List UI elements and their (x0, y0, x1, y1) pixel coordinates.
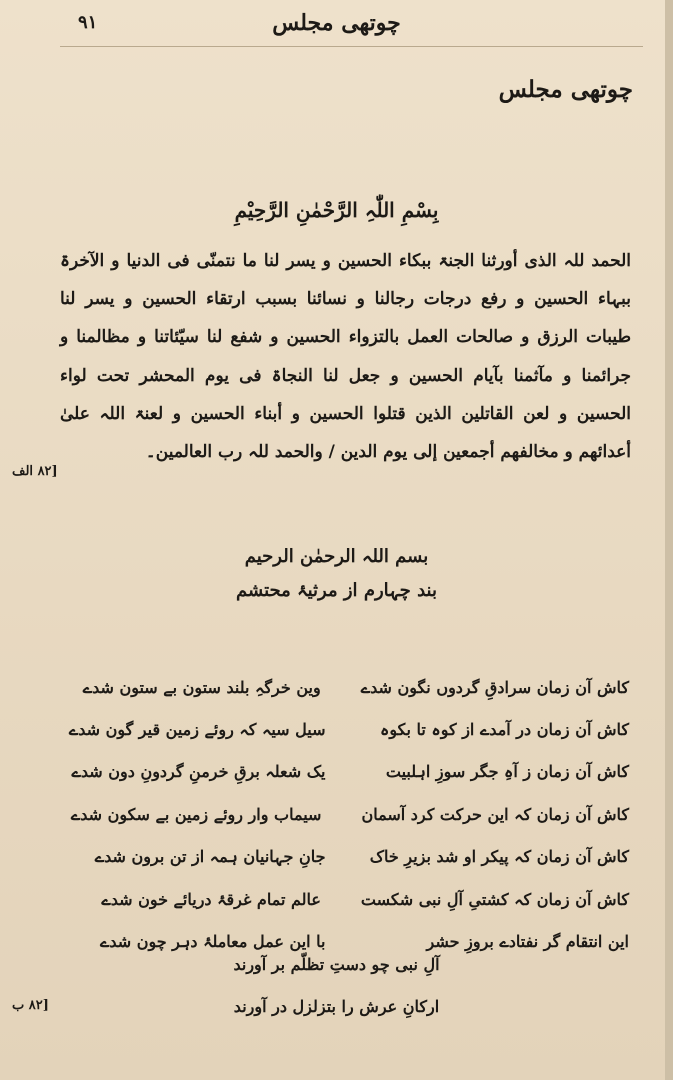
verse-right-hemistich: کاش آن زمان در آمدے از کوہ تا بکوہ (379, 720, 629, 740)
bismillah-secondary: بسم اللہ الرحمٰن الرحیم (244, 546, 429, 567)
verse-right-hemistich: کاش آن زمان ز آہِ جگر سوزِ اہلبیت (385, 762, 629, 782)
section-title: چوتھی مجلس (498, 76, 633, 103)
verse-row (62, 708, 635, 750)
paragraph-line: و یسر لنا طیبات الرزق و صالحات العمل بالتزواء الحسین و شفع لنا سیّئاتنا (60, 289, 632, 348)
verse-right-hemistich: کاش آن زمان کہ کشتیِ آلِ نبی شکست (360, 889, 629, 909)
bismillah-heading: بِسْمِ اللّٰہِ الرَّحْمٰنِ الرَّحِیْمِ (234, 198, 439, 222)
arabic-paragraph (60, 242, 631, 471)
verse-row (62, 666, 635, 708)
verse-left-hemistich: با این عمل معاملۂ دہر چون شدے (99, 932, 326, 952)
page-edge (665, 0, 673, 1080)
verse-left-hemistich: سیماب وار روئے زمین بے سکون شدے (70, 804, 322, 824)
poem-verses (62, 666, 635, 963)
paragraph-line: الحمد للہ الذی أورثنا الجنۃ ببکاء الحسین و یسر لنا ما نتمنّی فی الدنیا و (111, 251, 631, 271)
verse-left-hemistich: جانِ جہانیان ہمہ از تن برون شدے (94, 847, 326, 867)
paragraph-line: أعدائھم و مخالفھم أجمعین إلی یوم الدین / والحمد للہ رب العالمین۔ (145, 442, 631, 463)
running-title: چوتھی مجلس (272, 10, 401, 36)
verse-row (62, 793, 635, 835)
verse-left-hemistich: عالم تمام غرقۂ دریائے خون شدے (101, 889, 321, 909)
verse-right-hemistich: این انتقام گر نفتادے بروزِ حشر (426, 932, 629, 952)
verse-row (62, 751, 635, 793)
verse-right-hemistich: کاش آن زمان سرادقِ گردوں نگون شدے (360, 677, 629, 697)
verse-left-hemistich: وین خرگہِ بلند ستون بے ستون شدے (82, 677, 321, 697)
paragraph-line: لواء الحسین و لعن القاتلین الذین قتلوا الحسین و أبناء الحسین و لعنۃ اللہ علیٰ (60, 365, 631, 424)
closing-line: آلِ نبی چو دستِ تظلّم بر آورند (233, 955, 440, 974)
verse-right-hemistich: کاش آن زمان کہ این حرکت کرد آسمان (361, 804, 629, 824)
page-number: ٩١ (78, 12, 98, 33)
poem-subheading: بند چہارم از مرثیۂ محتشم (236, 580, 437, 601)
margin-note: [۸۲ ب (12, 998, 49, 1013)
header-divider (60, 46, 643, 47)
paragraph-line: و مظالمنا و جرائمنا و مآثمنا بآیام الحسین و جعل لنا النجاۃ فی یوم المحشر تحت (60, 327, 631, 386)
verse-left-hemistich: یک شعلہ برقِ خرمنِ گردونِ دون شدے (71, 762, 326, 782)
verse-row (62, 836, 635, 878)
verse-right-hemistich: کاش آن زمان کہ پیکر او شد بزیرِ خاک (369, 847, 629, 867)
verse-row (62, 878, 635, 920)
margin-note: [۸۲ الف (12, 464, 58, 479)
verse-left-hemistich: سیل سیہ کہ روئے زمین قیر گون شدے (68, 720, 326, 740)
paragraph-line: الآخرۃ ببہاء الحسین و رفع درجات رجالنا و نسائنا بسبب ارتقاء الحسین (60, 251, 632, 310)
closing-couplet (0, 944, 673, 1028)
closing-line: ارکانِ عرش را بتزلزل در آورند (233, 997, 440, 1016)
